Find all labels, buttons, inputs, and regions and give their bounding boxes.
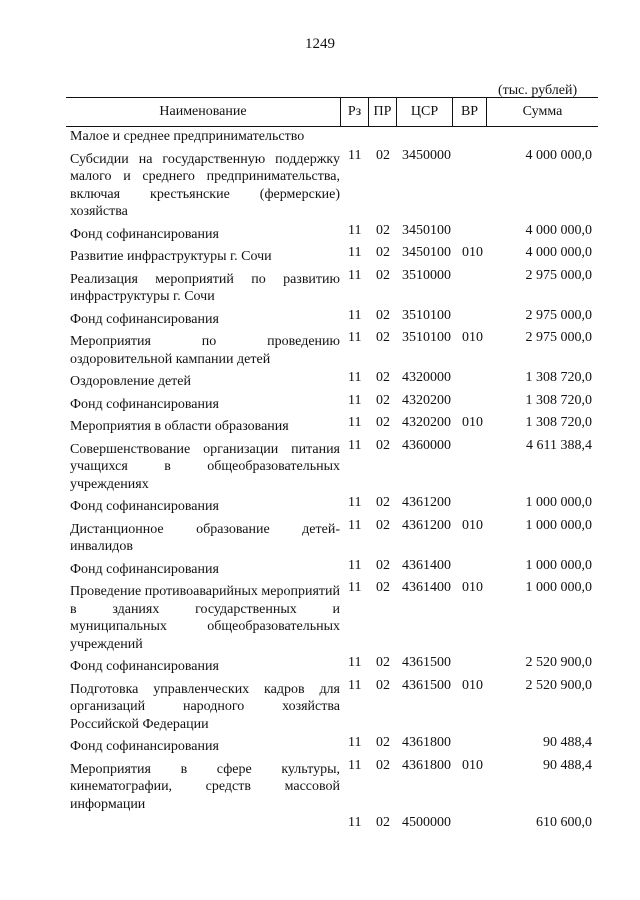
row-rz: 11 <box>348 392 362 408</box>
row-rz: 11 <box>348 757 362 773</box>
row-sum: 1 000 000,0 <box>525 495 592 510</box>
page-number: 1249 <box>305 36 335 52</box>
row-csr: 4361200 <box>402 495 451 510</box>
row-pr: 02 <box>376 557 390 573</box>
row-rz: 11 <box>348 415 362 430</box>
row-name: Мероприятия в сфере культуры, кинематографии, средств массовой информации <box>70 761 340 812</box>
table-row <box>66 656 598 693</box>
row-pr: 02 <box>376 815 390 830</box>
row-sum: 90 488,4 <box>543 757 592 773</box>
row-sum: 4 611 388,4 <box>526 437 592 453</box>
row-rz: 11 <box>348 307 362 323</box>
row-rz: 11 <box>348 655 362 670</box>
row-name: Подготовка управленческих кадров для организаций народного хозяйства Российской Федерации <box>70 681 340 732</box>
row-rz: 11 <box>348 735 362 750</box>
row-rz: 11 <box>348 517 362 533</box>
table-row <box>66 496 598 533</box>
row-sum: 2 520 900,0 <box>525 677 592 693</box>
row-vr: 010 <box>462 517 483 533</box>
row-rz: 11 <box>348 437 362 453</box>
row-sum: 610 600,0 <box>536 815 592 830</box>
units-label: (тыс. рублей) <box>498 83 578 98</box>
row-name: Совершенствование организации питания учащихся в общеобразовательных учреждениях <box>70 441 340 492</box>
row-rz: 11 <box>348 580 362 595</box>
row-csr: 4361500 <box>402 677 451 693</box>
row-vr: 010 <box>462 415 483 430</box>
row-sum: 2 975 000,0 <box>525 330 592 345</box>
row-vr: 010 <box>462 580 483 595</box>
row-csr: 4361200 <box>402 517 451 533</box>
row-rz: 11 <box>348 370 362 385</box>
row-pr: 02 <box>376 580 390 595</box>
row-rz: 11 <box>348 245 362 260</box>
row-sum: 1 000 000,0 <box>525 557 592 573</box>
row-name: Реализация мероприятий по развитию инфраструктуры г. Сочи <box>70 271 340 304</box>
row-csr: 3450000 <box>402 147 451 163</box>
table-row <box>66 246 598 283</box>
row-pr: 02 <box>376 245 390 260</box>
row-name: Развитие инфраструктуры г. Сочи <box>70 249 272 264</box>
row-csr: 4320200 <box>402 392 451 408</box>
row-pr: 02 <box>376 735 390 750</box>
header-name: Наименование <box>159 104 247 119</box>
row-name: Проведение противоаварийных мероприятий в зданиях государственных и муниципальных общеобразовательных учреждений <box>70 584 340 652</box>
row-name: Мероприятия в области образования <box>70 419 289 434</box>
row-rz: 11 <box>348 267 362 283</box>
header-rz: Рз <box>340 98 368 126</box>
row-name: Дистанционное образование детей-инвалидов <box>70 521 340 554</box>
header-pr: ПР <box>368 98 396 126</box>
row-rz: 11 <box>348 677 362 693</box>
row-csr: 3450100 <box>402 222 451 238</box>
row-pr: 02 <box>376 495 390 510</box>
table-row <box>66 559 598 595</box>
row-pr: 02 <box>376 437 390 453</box>
row-sum: 4 000 000,0 <box>525 147 592 163</box>
row-csr: 4361400 <box>402 580 451 595</box>
row-pr: 02 <box>376 267 390 283</box>
row-csr: 4361500 <box>402 655 451 670</box>
row-name: Оздоровление детей <box>70 374 191 389</box>
row-name: Фонд софинансирования <box>70 311 219 327</box>
row-csr: 3510100 <box>402 330 451 345</box>
row-sum: 90 488,4 <box>543 735 592 750</box>
row-sum: 1 000 000,0 <box>525 517 592 533</box>
table-row <box>66 736 598 773</box>
row-name: Фонд софинансирования <box>70 659 219 674</box>
row-csr: 4361400 <box>402 557 451 573</box>
row-vr: 010 <box>462 677 483 693</box>
row-sum: 2 975 000,0 <box>525 267 592 283</box>
row-pr: 02 <box>376 147 390 163</box>
row-name: Фонд софинансирования <box>70 561 219 577</box>
row-name: Малое и среднее предпринимательство <box>70 129 305 144</box>
row-pr: 02 <box>376 677 390 693</box>
row-sum: 4 000 000,0 <box>525 245 592 260</box>
row-name: Фонд софинансирования <box>70 499 219 514</box>
row-csr: 4361800 <box>402 757 451 773</box>
row-pr: 02 <box>376 415 390 430</box>
table-row <box>66 416 598 453</box>
row-csr: 3510100 <box>402 307 451 323</box>
header-vr: ВР <box>452 98 486 126</box>
row-pr: 02 <box>376 655 390 670</box>
row-rz: 11 <box>348 330 362 345</box>
row-csr: 4320200 <box>402 415 451 430</box>
table-row <box>66 759 598 830</box>
row-pr: 02 <box>376 330 390 345</box>
row-csr: 4500000 <box>402 815 451 830</box>
row-csr: 4361800 <box>402 735 451 750</box>
row-rz: 11 <box>348 222 362 238</box>
row-csr: 3450100 <box>402 245 451 260</box>
row-rz: 11 <box>348 495 362 510</box>
row-sum: 2 520 900,0 <box>525 655 592 670</box>
row-pr: 02 <box>376 392 390 408</box>
row-csr: 4360000 <box>402 437 451 453</box>
row-pr: 02 <box>376 370 390 385</box>
row-sum: 1 308 720,0 <box>525 415 592 430</box>
row-vr: 010 <box>462 245 483 260</box>
header-csr: ЦСР <box>396 98 452 126</box>
row-name: Субсидии на государственную поддержку малого и среднего предпринимательства, включая крестьянские (фермерские) хозяйства <box>70 151 340 219</box>
row-rz: 11 <box>348 147 362 163</box>
row-name: Фонд софинансирования <box>70 396 219 412</box>
row-sum: 1 308 720,0 <box>525 392 592 408</box>
header-sum: Сумма <box>486 98 598 126</box>
row-name: Фонд софинансирования <box>70 739 219 754</box>
row-sum: 4 000 000,0 <box>525 222 592 238</box>
row-pr: 02 <box>376 222 390 238</box>
row-vr: 010 <box>462 757 483 773</box>
row-sum: 2 975 000,0 <box>525 307 592 323</box>
row-pr: 02 <box>376 307 390 323</box>
table-body <box>66 126 598 830</box>
row-name: Фонд софинансирования <box>70 226 219 242</box>
row-rz: 11 <box>348 557 362 573</box>
table-row <box>66 309 598 345</box>
row-sum: 1 308 720,0 <box>525 370 592 385</box>
row-name: Мероприятия по проведению оздоровительной кампании детей <box>70 334 340 367</box>
row-pr: 02 <box>376 517 390 533</box>
table-row <box>66 126 598 163</box>
row-sum: 1 000 000,0 <box>525 580 592 595</box>
row-csr: 4320000 <box>402 370 451 385</box>
row-csr: 3510000 <box>402 267 451 283</box>
row-vr: 010 <box>462 330 483 345</box>
row-pr: 02 <box>376 757 390 773</box>
row-rz: 11 <box>348 815 362 830</box>
table-header <box>66 97 598 127</box>
